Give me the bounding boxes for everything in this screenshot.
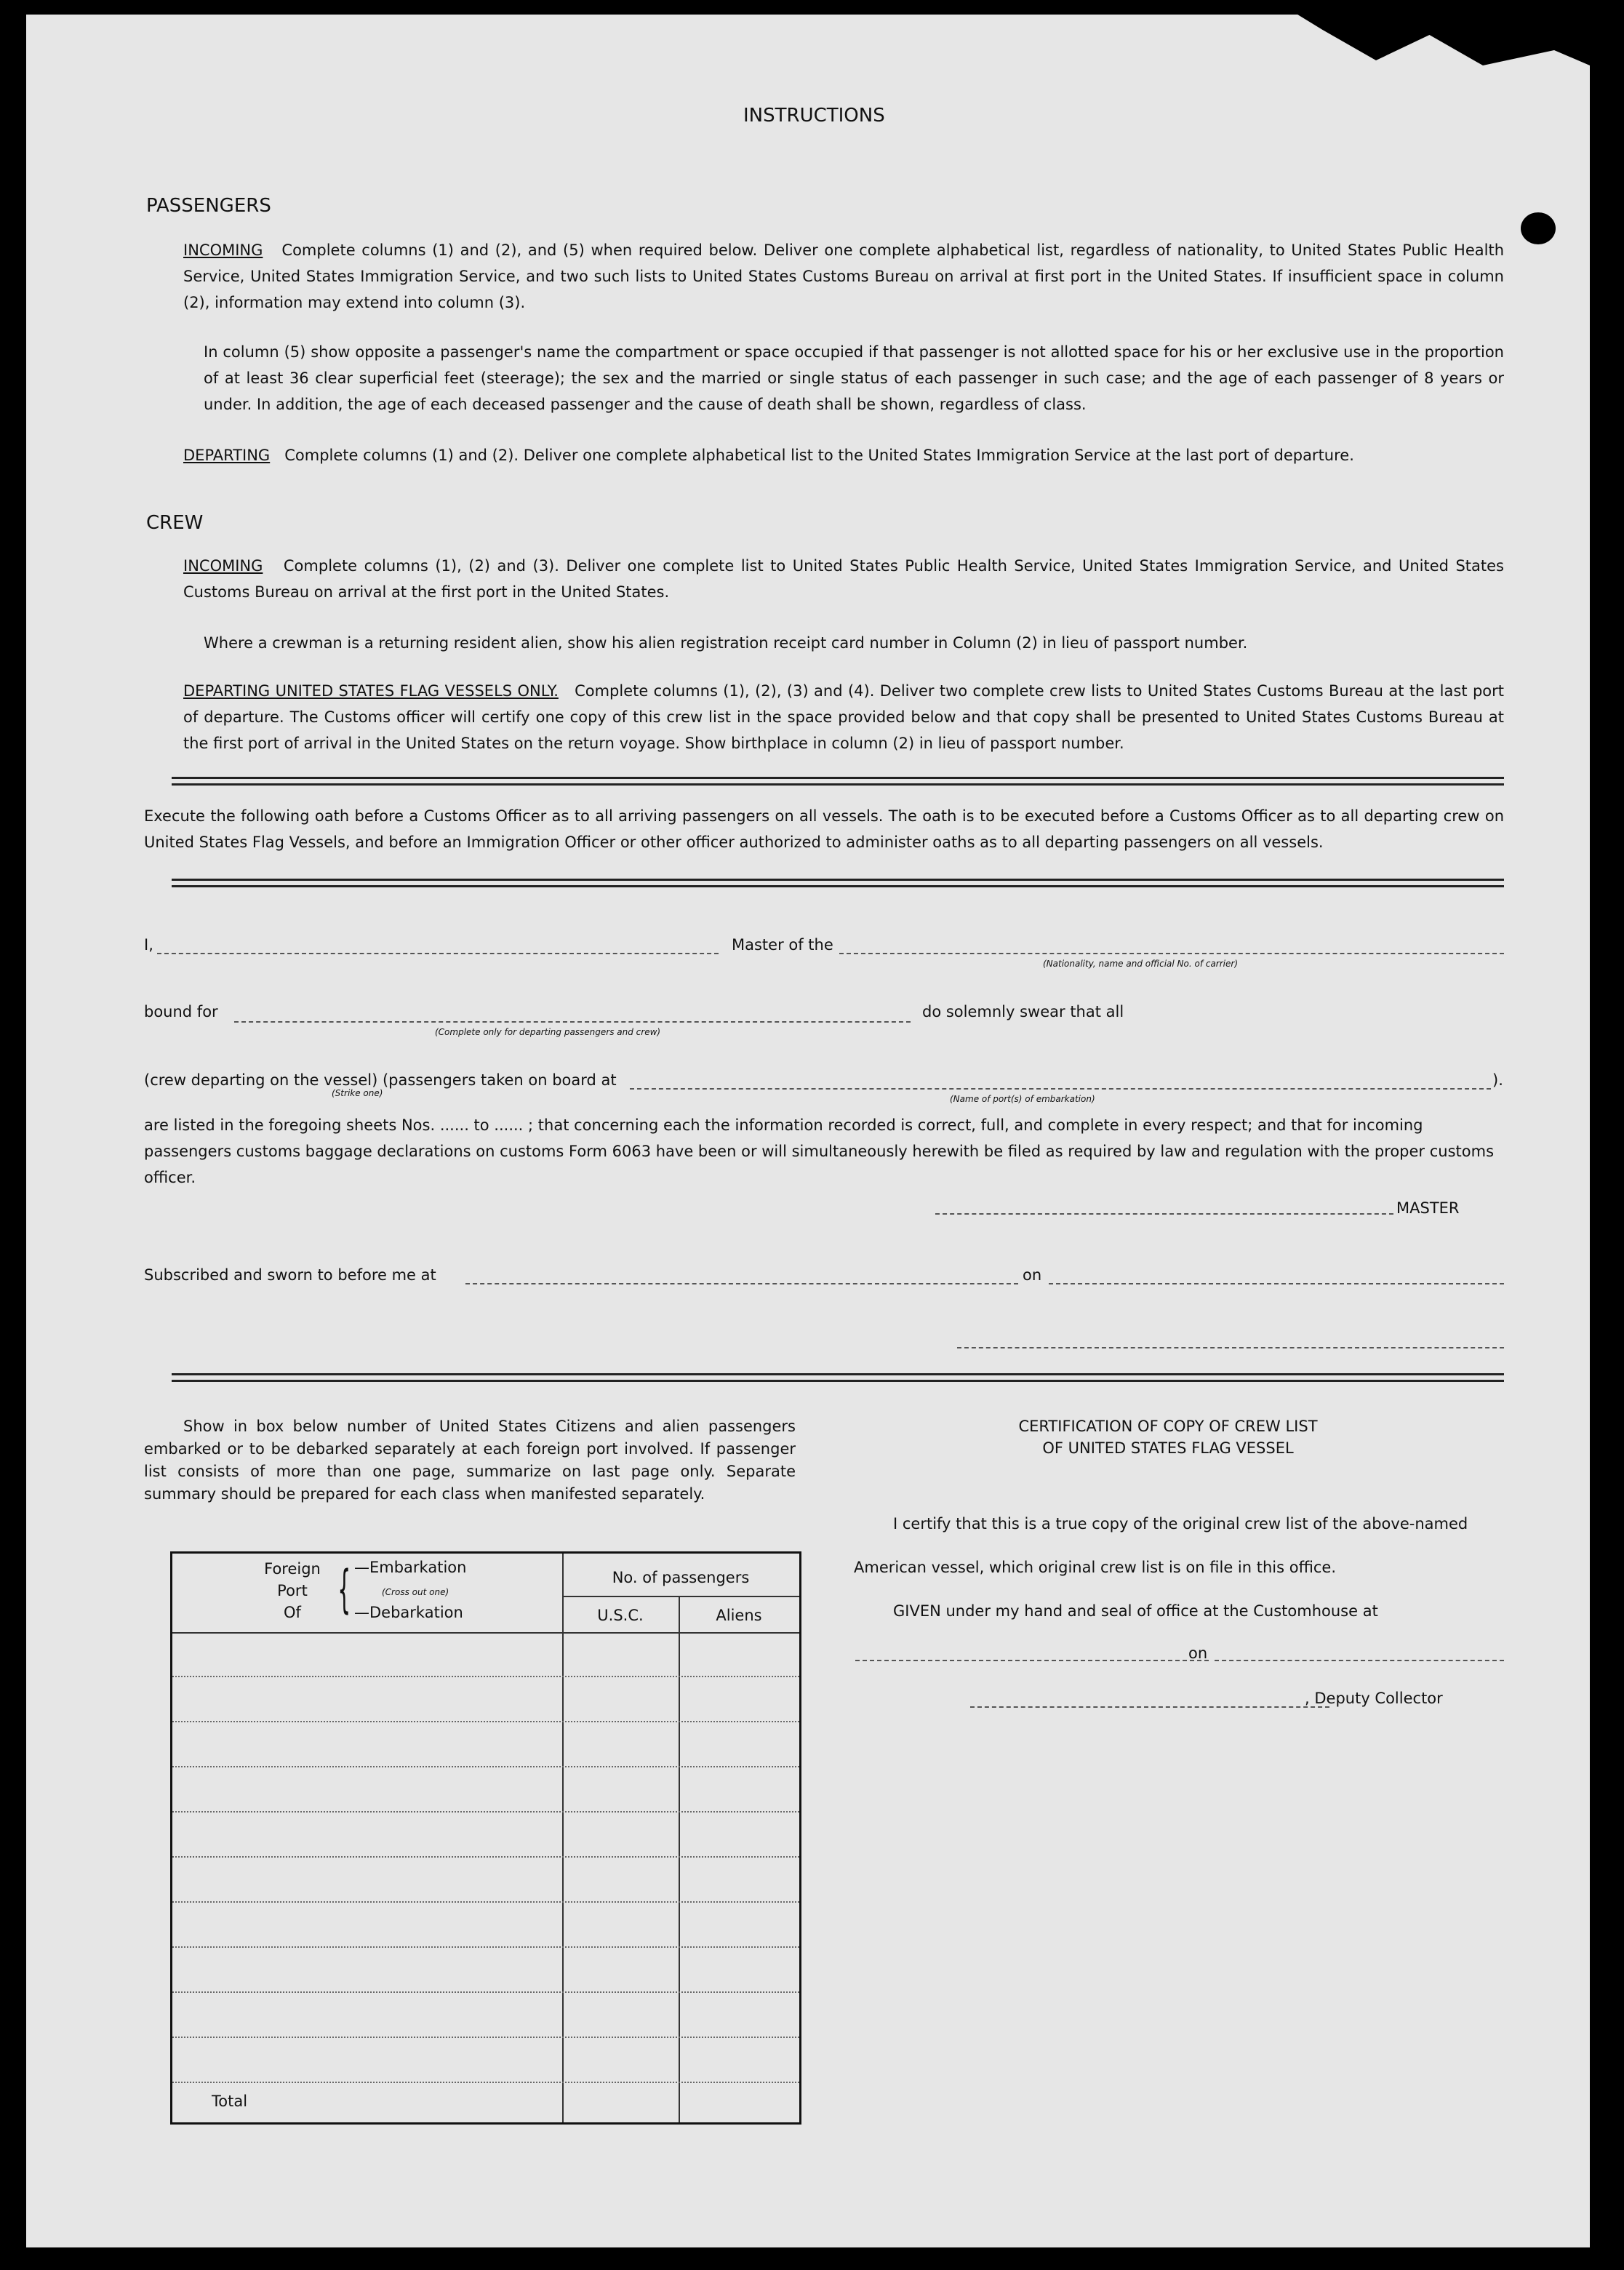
header-bottom — [172, 1632, 799, 1634]
certification-on-label: on — [1188, 1644, 1208, 1662]
customhouse-field[interactable] — [855, 1660, 1209, 1661]
port-label: Port — [277, 1582, 308, 1599]
embarkation-label: —Embarkation — [354, 1559, 467, 1576]
crew-incoming-label: INCOMING — [183, 557, 263, 575]
sworn-on-label: on — [1023, 1266, 1042, 1284]
listed-line-3: officer. — [144, 1169, 196, 1186]
crew-departing-label: DEPARTING UNITED STATES FLAG VESSELS ONLY. — [183, 682, 559, 700]
passengers-departing-text: Complete columns (1) and (2). Deliver one complete alphabetical list to the United States Immigration Service at the last port of departure. — [284, 447, 1354, 464]
page-title: INSTRUCTIONS — [743, 105, 885, 127]
divider — [172, 1373, 1504, 1382]
divider — [172, 879, 1504, 887]
of-label: Of — [284, 1604, 301, 1621]
table-row — [172, 1901, 799, 1903]
deputy-signature-field[interactable] — [970, 1706, 1329, 1708]
passengers-incoming-text: Complete columns (1) and (2), and (5) when required below. Deliver one complete alphabetical list, regardless of nationality, to United States Public Health Service, United States Immigration Service, and two such lists to United States Customs Bureau on arrival at first port in the United States. If insufficient space in column (2), information may extend into column (3). — [183, 241, 1505, 311]
crew-incoming-text: Complete columns (1), (2) and (3). Deliver one complete list to United States Public Health Service, United States Immigration Service, and United States Customs Bureau on arrival at the first port in the United States. — [183, 557, 1504, 601]
master-name-field[interactable] — [157, 953, 719, 954]
debarkation-label: —Debarkation — [354, 1604, 463, 1621]
ports-field[interactable] — [630, 1088, 1491, 1090]
subscribed-label: Subscribed and sworn to before me at — [144, 1266, 436, 1284]
bound-for-label: bound for — [144, 1003, 218, 1020]
form-sheet — [26, 15, 1590, 2247]
sworn-place-field[interactable] — [465, 1283, 1018, 1284]
passengers-incoming — [183, 237, 1504, 316]
carrier-field[interactable] — [839, 953, 1504, 954]
listed-line-2: passengers customs baggage declarations on customs Form 6063 have been or will simultaneously herewith be filed as required by law and regulation with the proper customs — [144, 1143, 1495, 1160]
divider — [172, 777, 1504, 786]
punch-hole — [1521, 212, 1556, 244]
oath-i-label: I, — [144, 936, 153, 954]
certification-title-1: CERTIFICATION OF COPY OF CREW LIST — [1018, 1418, 1318, 1435]
foreign-label: Foreign — [264, 1560, 321, 1578]
crew-resident: Where a crewman is a returning resident alien, show his alien registration receipt card number in Column (2) in lieu of passport number. — [204, 634, 1248, 652]
total-label: Total — [212, 2093, 248, 2110]
table-row — [172, 1811, 799, 1813]
table-row — [172, 1766, 799, 1767]
carrier-note: (Nationality, name and official No. of carrier) — [1043, 959, 1239, 969]
summary-instructions: Show in box below number of United States Citizens and alien passengers embarked or to be debarked separately at each foreign port involved. If passenger list consists of more than one page, summarize on last page only. Separate summary should be prepared for each class when manifested separately. — [144, 1418, 796, 1503]
table-row — [172, 2037, 799, 2038]
master-of-label: Master of the — [732, 936, 833, 954]
table-row — [172, 1721, 799, 1722]
cross-out-note: (Cross out one) — [382, 1587, 449, 1597]
table-row — [172, 2082, 799, 2083]
torn-corner — [1233, 15, 1590, 65]
aliens-label: Aliens — [716, 1607, 762, 1624]
certification-line-1: I certify that this is a true copy of the original crew list of the above-named — [893, 1515, 1468, 1532]
usc-label: U.S.C. — [597, 1607, 644, 1624]
table-row — [172, 1856, 799, 1858]
crew-passengers-text: (crew departing on the vessel) (passengers taken on board at — [144, 1071, 617, 1089]
table-row — [172, 1676, 799, 1677]
passengers-column5: In column (5) show opposite a passenger's name the compartment or space occupied if that passenger is not allotted space for his or her exclusive use in the proportion of at least 36 clear superficial feet (steerage); the sex and the married or single status of each passenger in such case; and the age of each passenger of 8 years or under. In addition, the age of each deceased passenger and the cause of death shall be shown, regardless of class. — [204, 343, 1504, 413]
passenger-summary-table — [170, 1551, 801, 2125]
crew-incoming — [183, 553, 1504, 605]
listed-line-1: are listed in the foregoing sheets Nos. ...... to ...... ; that concerning each the information recorded is correct, full, and complete in every respect; and that for incoming — [144, 1116, 1423, 1134]
bound-for-note: (Complete only for departing passengers and crew) — [435, 1027, 661, 1037]
crew-departing-text: Complete columns (1), (2), (3) and (4). Deliver two complete crew lists to United States Customs Bureau at the last port of departure. The Customs officer will certify one copy of this crew list in the space provided below and that copy shall be presented to United States Customs Bureau at the first port of arrival in the United States on the return voyage. Show birthplace in column (2) in lieu of passport number. — [183, 682, 1504, 752]
header-divider — [562, 1596, 799, 1597]
bound-for-field[interactable] — [234, 1021, 911, 1023]
brace-icon: { — [337, 1559, 351, 1619]
no-passengers-label: No. of passengers — [612, 1569, 750, 1586]
passengers-incoming-label: INCOMING — [183, 241, 263, 259]
certification-line-2: American vessel, which original crew list is on file in this office. — [854, 1559, 1337, 1576]
master-signature-field[interactable] — [935, 1213, 1393, 1215]
passengers-departing-label: DEPARTING — [183, 447, 271, 464]
close-paren: ). — [1492, 1071, 1503, 1089]
strike-one-note: (Strike one) — [332, 1088, 383, 1098]
certification-line-3: GIVEN under my hand and seal of office at the Customhouse at — [893, 1602, 1378, 1620]
master-signature-label: MASTER — [1396, 1199, 1460, 1217]
sworn-date-field[interactable] — [1049, 1283, 1504, 1284]
oath-intro: Execute the following oath before a Customs Officer as to all arriving passengers on all vessels. The oath is to be executed before a Customs Officer as to all departing crew on United States Flag Vessels, and before an Immigration Officer or other officer authorized to administer oaths as to all departing passengers on all vessels. — [144, 807, 1504, 851]
certification-date-field[interactable] — [1215, 1660, 1504, 1661]
crew-departing — [183, 678, 1504, 756]
ports-note: (Name of port(s) of embarkation) — [950, 1094, 1095, 1104]
crew-heading: CREW — [146, 512, 204, 534]
officer-signature-field[interactable] — [957, 1347, 1504, 1348]
certification-title-2: OF UNITED STATES FLAG VESSEL — [1042, 1439, 1294, 1457]
table-row — [172, 1946, 799, 1948]
passengers-departing — [183, 442, 1504, 468]
passengers-heading: PASSENGERS — [146, 195, 271, 217]
swear-text: do solemnly swear that all — [922, 1003, 1124, 1020]
table-row — [172, 1991, 799, 1993]
deputy-collector-label: , Deputy Collector — [1305, 1690, 1443, 1707]
